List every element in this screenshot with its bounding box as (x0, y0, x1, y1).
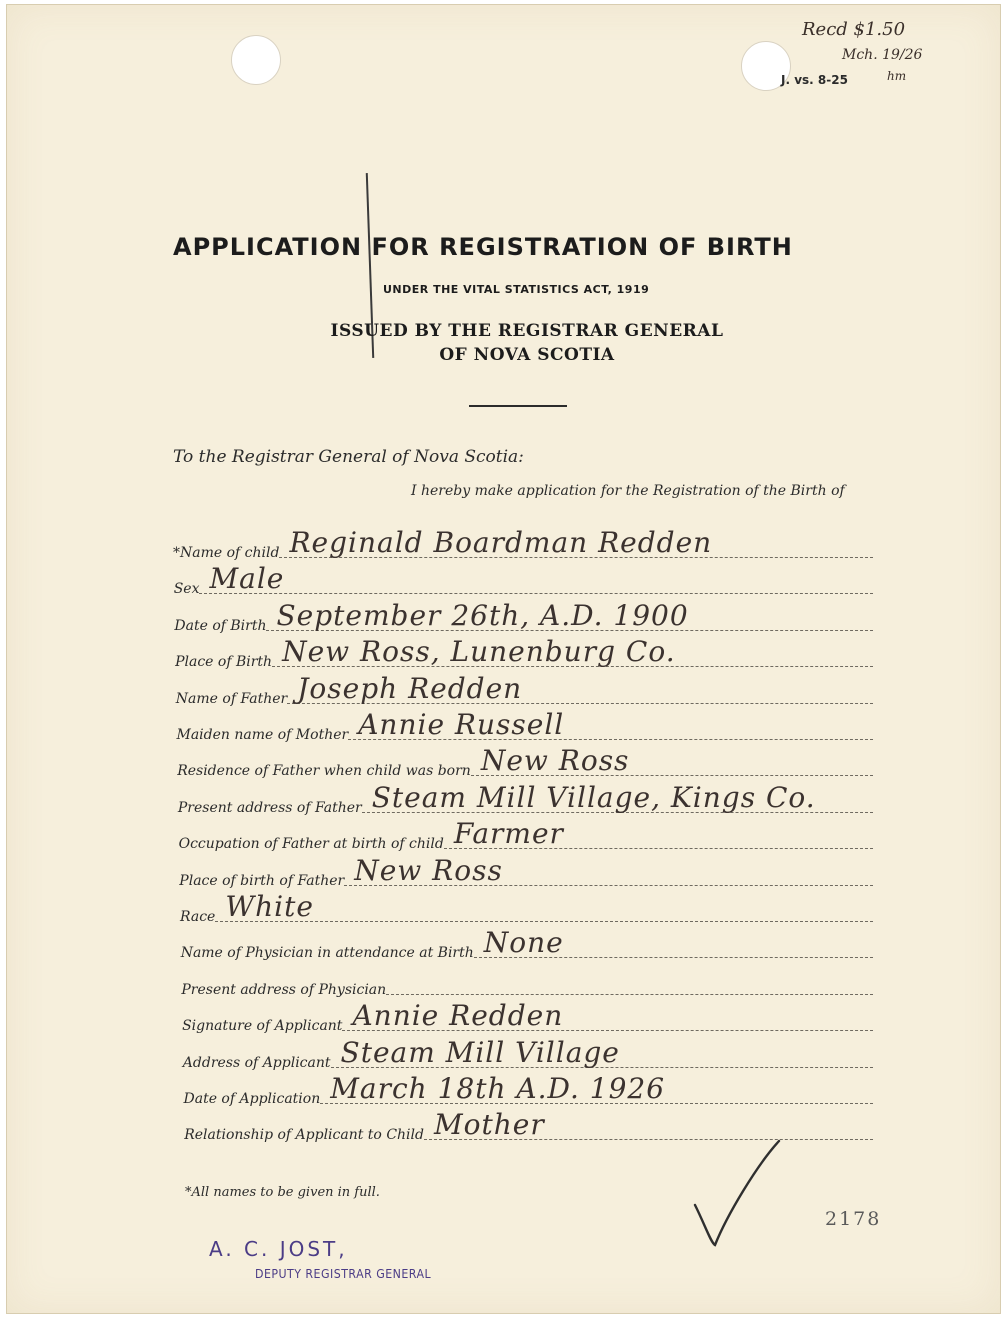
field-value: Mother (433, 1108, 545, 1142)
field-line (344, 853, 873, 887)
checkmark-icon (687, 1135, 787, 1255)
form-field-row (173, 526, 873, 563)
form-field-row (182, 1035, 873, 1073)
field-label: Place of birth of Father (179, 872, 345, 889)
form-field-row (181, 972, 873, 1000)
field-value: White (225, 890, 314, 923)
field-line (471, 744, 873, 778)
field-line (199, 562, 873, 596)
file-number: 2178 (825, 1208, 882, 1230)
field-label: Maiden name of Mother (176, 727, 349, 743)
field-label: Residence of Father when child was born (177, 763, 471, 780)
form-field-row (176, 708, 874, 745)
form-field-row (179, 853, 873, 891)
field-label: Sex (173, 581, 200, 598)
stamp-name: A. C. JOST, (209, 1237, 348, 1261)
field-line (272, 635, 873, 669)
punch-hole-left (231, 35, 281, 85)
field-value: None (483, 926, 564, 960)
field-label: Occupation of Father at birth of child (178, 836, 444, 853)
form-field-row (177, 780, 873, 818)
field-value: Steam Mill Village, Kings Co. (371, 780, 816, 814)
field-value: Farmer (453, 817, 564, 851)
field-label: Date of Birth (174, 617, 267, 634)
field-line (331, 1035, 873, 1069)
field-label: Place of Birth (175, 654, 273, 671)
field-value: Annie Redden (352, 999, 564, 1033)
field-value: Joseph Redden (297, 671, 523, 705)
field-label: Name of Physician in attendance at Birth (180, 945, 474, 962)
field-value: Male (209, 562, 285, 596)
field-label: Date of Application (183, 1091, 321, 1107)
field-value: March 18th A.D. 1926 (330, 1072, 666, 1105)
form-field-row (183, 1072, 874, 1109)
document-page (6, 4, 1001, 1314)
field-line (444, 817, 873, 851)
form-field-row (173, 562, 873, 599)
form-field-row (182, 999, 873, 1036)
field-label: Present address of Father (177, 799, 362, 816)
field-label: Address of Applicant (182, 1054, 331, 1071)
initials-note: hm (887, 69, 907, 83)
field-line (348, 708, 873, 741)
field-label: Present address of Physician (181, 981, 387, 998)
intro-text: I hereby make application for the Registration of the Birth of (411, 483, 845, 499)
field-line (279, 526, 873, 559)
field-value: New Ross (354, 853, 503, 887)
receipt-date-note: Mch. 19/26 (842, 47, 923, 63)
form-field-row (180, 926, 873, 963)
field-line (474, 926, 873, 960)
field-value: New Ross (480, 744, 630, 778)
form-subtitle: UNDER THE VITAL STATISTICS ACT, 1919 (383, 283, 650, 296)
field-line (287, 671, 873, 705)
form-field-row (180, 890, 873, 927)
form-field-row (175, 635, 873, 672)
footnote: *All names to be given in full. (185, 1185, 380, 1200)
form-code: J. vs. 8-25 (781, 73, 848, 87)
field-label: Signature of Applicant (182, 1018, 343, 1035)
form-field-row (174, 598, 873, 636)
form-field-row (177, 744, 873, 781)
field-line (386, 974, 873, 995)
field-line (362, 780, 873, 814)
salutation: To the Registrar General of Nova Scotia: (173, 447, 524, 467)
field-label: Race (180, 909, 216, 925)
field-value: Reginald Boardman Redden (289, 526, 713, 559)
field-label: Name of Father (175, 690, 288, 707)
field-line (424, 1108, 873, 1142)
stamp-title: DEPUTY REGISTRAR GENERAL (255, 1267, 432, 1281)
form-field-row (175, 671, 873, 709)
field-label: *Name of child (173, 545, 280, 561)
field-line (266, 598, 873, 632)
field-value: New Ross, Lunenburg Co. (282, 635, 676, 669)
receipt-note: Recd $1.50 (802, 19, 906, 40)
field-label: Relationship of Applicant to Child (184, 1127, 424, 1144)
form-field-row (178, 817, 873, 854)
field-value: Steam Mill Village (340, 1035, 620, 1069)
field-value: September 26th, A.D. 1900 (276, 598, 689, 632)
header-rule (469, 405, 567, 407)
form-title: APPLICATION FOR REGISTRATION OF BIRTH (173, 233, 793, 261)
issuer-line-2: OF NOVA SCOTIA (439, 345, 615, 365)
field-line (215, 890, 873, 923)
field-line (342, 999, 873, 1033)
field-value: Annie Russell (358, 708, 565, 741)
issuer-line-1: ISSUED BY THE REGISTRAR GENERAL (330, 321, 724, 341)
field-line (320, 1072, 873, 1105)
